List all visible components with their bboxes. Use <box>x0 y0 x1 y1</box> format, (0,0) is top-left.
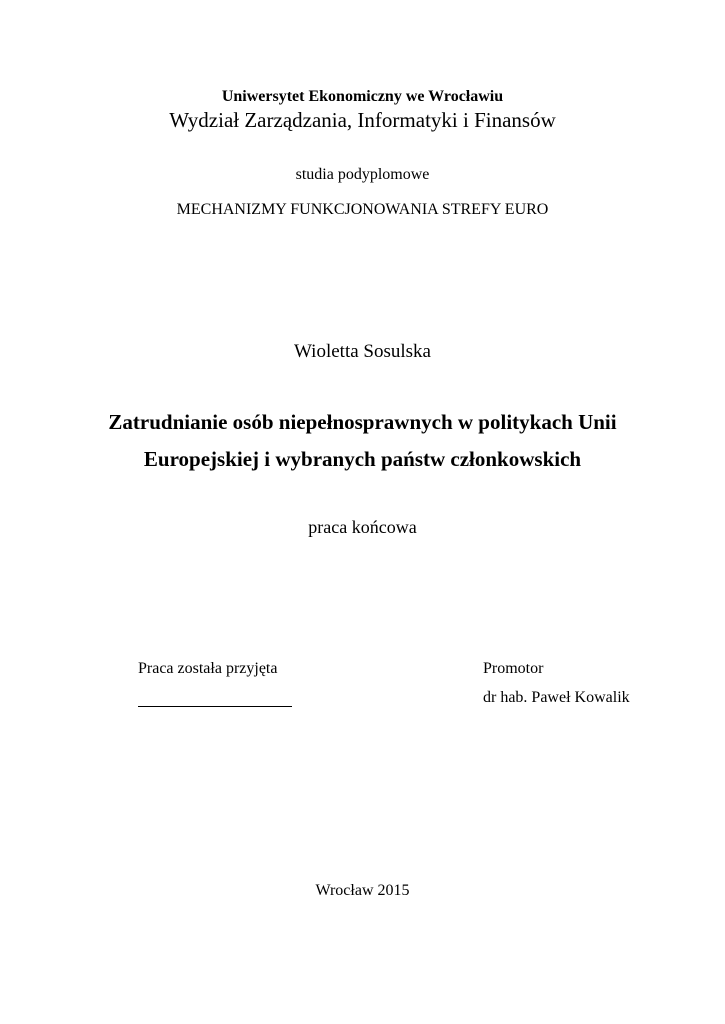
place-and-year: Wrocław 2015 <box>315 882 410 899</box>
thesis-title-line-1: Zatrudnianie osób niepełnosprawnych w politykach Unii <box>108 410 617 434</box>
promotor-name: dr hab. Paweł Kowalik <box>483 689 630 706</box>
program-name: MECHANIZMY FUNKCJONOWANIA STREFY EURO <box>176 201 549 218</box>
signature-line <box>138 706 292 707</box>
promotor-label: Promotor <box>483 660 544 677</box>
thesis-title-line-2: Europejskiej i wybranych państw członkowskich <box>143 447 582 471</box>
accepted-label: Praca została przyjęta <box>138 660 278 677</box>
university-name: Uniwersytet Ekonomiczny we Wrocławiu <box>221 88 504 105</box>
work-type: praca końcowa <box>308 517 417 537</box>
faculty-name: Wydział Zarządzania, Informatyki i Finansów <box>169 108 556 132</box>
author-name: Wioletta Sosulska <box>294 341 431 362</box>
studies-type: studia podyplomowe <box>295 166 430 183</box>
